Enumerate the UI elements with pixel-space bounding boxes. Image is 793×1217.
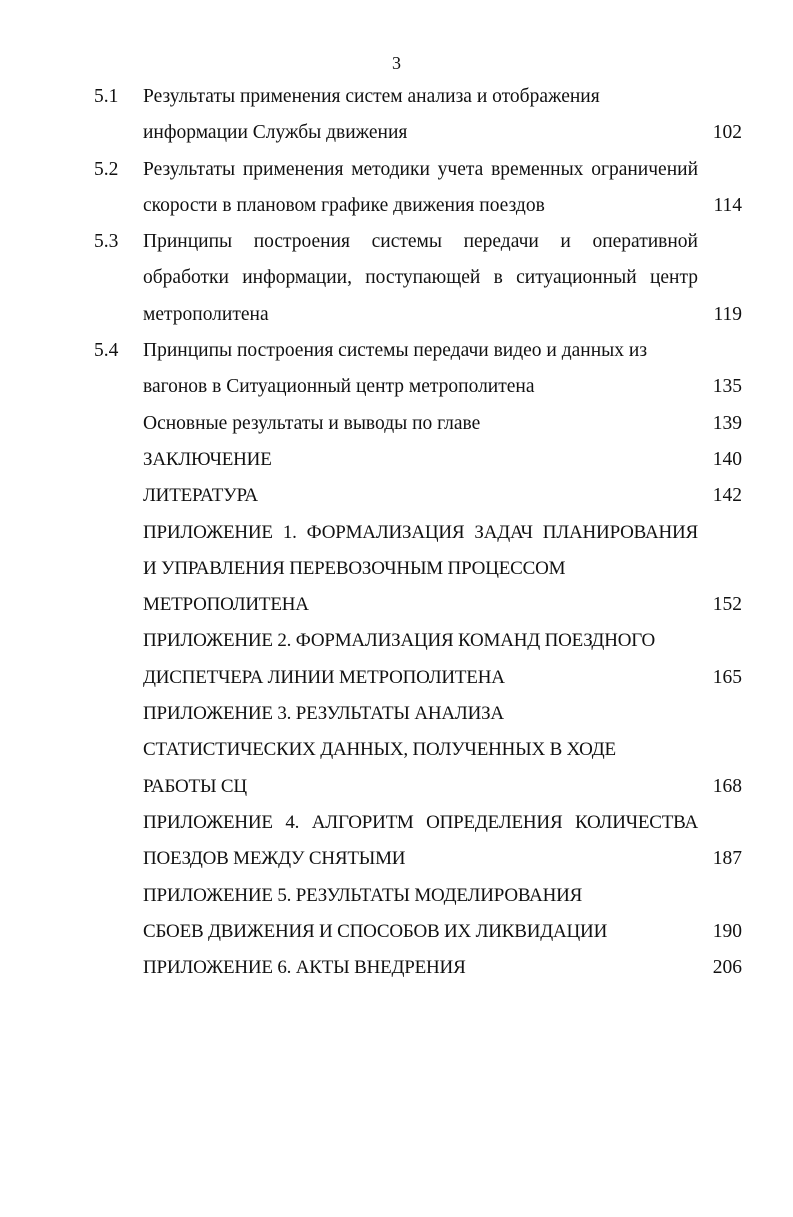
entry-title: информации Службы движения (143, 122, 408, 144)
entry-title: ПРИЛОЖЕНИЕ 4. АЛГОРИТМ ОПРЕДЕЛЕНИЯ КОЛИЧЕСТВА (143, 811, 698, 833)
toc-line (0, 660, 793, 696)
toc-line (0, 914, 793, 950)
section-number: 5.2 (94, 158, 119, 180)
toc-line (0, 805, 793, 841)
entry-title: обработки информации, поступающей в ситуационный центр (143, 267, 698, 289)
toc-entry (0, 224, 793, 333)
page-ref: 139 (712, 412, 742, 434)
section-number: 5.3 (94, 231, 119, 253)
entry-title: ПРИЛОЖЕНИЕ 3. РЕЗУЛЬТАТЫ АНАЛИЗА (143, 703, 504, 725)
entry-title: Основные результаты и выводы по главе (143, 412, 481, 434)
entry-title: метрополитена (143, 303, 269, 325)
page-ref: 114 (713, 194, 742, 216)
toc-line (0, 442, 793, 478)
toc-entry (0, 878, 793, 951)
entry-title: вагонов в Ситуационный центр метрополитена (143, 376, 535, 398)
entry-title: Результаты применения методики учета временных ограничений (143, 158, 698, 180)
toc-line (0, 950, 793, 986)
entry-title: ПРИЛОЖЕНИЕ 2. ФОРМАЛИЗАЦИЯ КОМАНД ПОЕЗДНОГО (143, 630, 656, 652)
toc-entry (0, 442, 793, 478)
section-number: 5.4 (94, 340, 119, 362)
page-ref: 135 (712, 376, 742, 398)
toc-line (0, 115, 793, 151)
toc-entry (0, 406, 793, 442)
toc-line (0, 152, 793, 188)
entry-title: ПРИЛОЖЕНИЕ 5. РЕЗУЛЬТАТЫ МОДЕЛИРОВАНИЯ (143, 884, 583, 906)
entry-title: ДИСПЕТЧЕРА ЛИНИИ МЕТРОПОЛИТЕНА (143, 666, 505, 688)
entry-title: Принципы построения системы передачи видео и данных из (143, 340, 648, 362)
toc-entry (0, 805, 793, 878)
entry-title: скорости в плановом графике движения поездов (143, 194, 545, 216)
page-ref: 140 (712, 448, 742, 470)
table-of-contents (0, 79, 793, 986)
toc-entry (0, 515, 793, 624)
entry-title: И УПРАВЛЕНИЯ ПЕРЕВОЗОЧНЫМ ПРОЦЕССОМ (143, 557, 566, 579)
toc-line (0, 188, 793, 224)
toc-entry (0, 623, 793, 696)
page-ref: 187 (712, 848, 742, 870)
entry-title: ПРИЛОЖЕНИЕ 6. АКТЫ ВНЕДРЕНИЯ (143, 957, 466, 979)
page-ref: 206 (712, 957, 742, 979)
page-ref: 168 (712, 775, 742, 797)
toc-line (0, 260, 793, 296)
page-number: 3 (392, 53, 401, 73)
toc-line (0, 79, 793, 115)
toc-line (0, 696, 793, 732)
page-ref: 142 (712, 485, 742, 507)
toc-entry (0, 152, 793, 225)
toc-line (0, 841, 793, 877)
toc-line (0, 515, 793, 551)
toc-entry (0, 696, 793, 805)
toc-entry (0, 478, 793, 514)
toc-entry (0, 79, 793, 152)
entry-title: ЗАКЛЮЧЕНИЕ (143, 448, 272, 470)
toc-line (0, 478, 793, 514)
toc-entry (0, 950, 793, 986)
section-number: 5.1 (94, 86, 119, 107)
entry-title: СТАТИСТИЧЕСКИХ ДАННЫХ, ПОЛУЧЕННЫХ В ХОДЕ (143, 739, 616, 761)
entry-title: Результаты применения систем анализа и отображения (143, 86, 600, 107)
page-ref: 190 (712, 920, 742, 942)
entry-title: МЕТРОПОЛИТЕНА (143, 594, 309, 616)
toc-line (0, 769, 793, 805)
page-ref: 152 (712, 594, 742, 616)
toc-line (0, 732, 793, 768)
entry-title: Принципы построения системы передачи и оперативной (143, 231, 698, 253)
page-ref: 102 (712, 122, 742, 144)
page-ref: 119 (713, 303, 742, 325)
toc-line (0, 587, 793, 623)
entry-title: СБОЕВ ДВИЖЕНИЯ И СПОСОБОВ ИХ ЛИКВИДАЦИИ (143, 920, 608, 942)
entry-title: ЛИТЕРАТУРА (143, 485, 258, 507)
entry-title: РАБОТЫ СЦ (143, 775, 247, 797)
toc-line (0, 297, 793, 333)
toc-line (0, 369, 793, 405)
toc-line (0, 878, 793, 914)
toc-line (0, 551, 793, 587)
entry-title: ПРИЛОЖЕНИЕ 1. ФОРМАЛИЗАЦИЯ ЗАДАЧ ПЛАНИРОВАНИЯ (143, 521, 698, 543)
toc-line (0, 333, 793, 369)
toc-entry (0, 333, 793, 406)
page-ref: 165 (712, 666, 742, 688)
toc-line (0, 406, 793, 442)
entry-title: ПОЕЗДОВ МЕЖДУ СНЯТЫМИ (143, 848, 406, 870)
toc-line (0, 224, 793, 260)
toc-line (0, 623, 793, 659)
